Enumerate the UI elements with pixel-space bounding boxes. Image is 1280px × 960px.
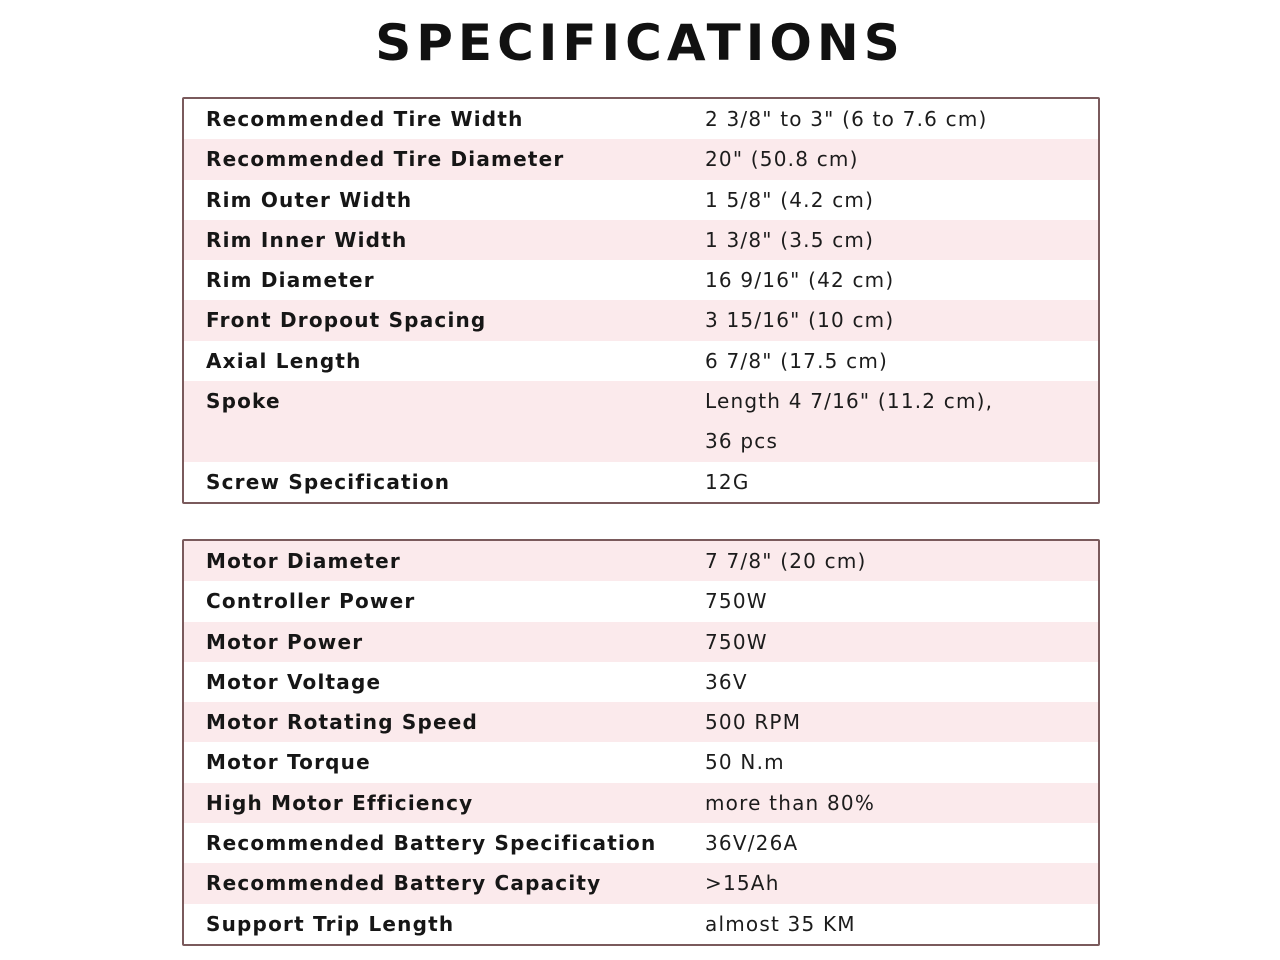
spec-label: Spoke [206, 389, 281, 414]
spec-value [705, 260, 1098, 300]
spec-value-line: almost 35 KM [705, 911, 856, 936]
spec-value [705, 823, 1098, 863]
spec-value-line: 16 9/16" (42 cm) [705, 268, 895, 293]
spec-row [184, 863, 1098, 903]
spec-label: Rim Outer Width [206, 187, 413, 212]
spec-row [184, 180, 1098, 220]
spec-value-line: 36 pcs [705, 429, 779, 454]
spec-label: Recommended Battery Specification [206, 831, 657, 856]
spec-value-line: 12G [705, 469, 750, 494]
spec-row [184, 462, 1098, 502]
spec-row [184, 823, 1098, 863]
spec-label: Screw Specification [206, 469, 451, 494]
spec-row [184, 341, 1098, 381]
spec-value-line: more than 80% [705, 790, 876, 815]
motor-specs-table [182, 539, 1100, 946]
spec-label: Support Trip Length [206, 911, 455, 936]
spec-value [705, 180, 1098, 220]
spec-value [705, 742, 1098, 782]
spec-row [184, 260, 1098, 300]
spec-value-line: 500 RPM [705, 710, 802, 735]
spec-row [184, 300, 1098, 340]
spec-label: Motor Diameter [206, 549, 401, 573]
spec-label: Recommended Tire Width [206, 107, 524, 131]
spec-label: Rim Diameter [206, 268, 375, 293]
spec-value [705, 139, 1098, 179]
spec-value-line: 36V/26A [705, 831, 799, 856]
spec-label: Recommended Battery Capacity [206, 871, 602, 896]
spec-value [705, 863, 1098, 903]
spec-value [705, 381, 1098, 462]
spec-row [184, 702, 1098, 742]
spec-row [184, 139, 1098, 179]
spec-value [705, 462, 1098, 502]
spec-label: Recommended Tire Diameter [206, 147, 565, 172]
spec-value [705, 702, 1098, 742]
spec-label: Motor Power [206, 629, 364, 654]
spec-value-line: 50 N.m [705, 750, 785, 775]
spec-row [184, 904, 1098, 944]
spec-value-line: 750W [705, 589, 768, 614]
spec-row [184, 99, 1098, 139]
spec-label: Front Dropout Spacing [206, 308, 487, 333]
spec-value-line: 7 7/8" (20 cm) [705, 549, 867, 573]
spec-label: Controller Power [206, 589, 416, 614]
spec-value-line: 750W [705, 629, 768, 654]
spec-label: Rim Inner Width [206, 227, 408, 252]
spec-label: Motor Rotating Speed [206, 710, 479, 735]
spec-value [705, 904, 1098, 944]
spec-value [705, 341, 1098, 381]
spec-label: High Motor Efficiency [206, 790, 474, 815]
spec-value-line: 36V [705, 669, 748, 694]
spec-value [705, 622, 1098, 662]
spec-row [184, 220, 1098, 260]
wheel-specs-table [182, 97, 1100, 504]
spec-value-line: Length 4 7/16" (11.2 cm), [705, 389, 994, 414]
spec-value [705, 220, 1098, 260]
spec-row [184, 581, 1098, 621]
spec-row [184, 622, 1098, 662]
spec-row [184, 381, 1098, 462]
spec-value-line: 3 15/16" (10 cm) [705, 308, 895, 333]
spec-row [184, 662, 1098, 702]
spec-value-line: >15Ah [705, 871, 780, 896]
spec-row [184, 742, 1098, 782]
spec-label: Motor Torque [206, 750, 371, 775]
spec-value-line: 1 5/8" (4.2 cm) [705, 187, 875, 212]
spec-value [705, 300, 1098, 340]
spec-value-line: 20" (50.8 cm) [705, 147, 859, 172]
spec-row [184, 541, 1098, 581]
spec-value [705, 581, 1098, 621]
spec-label: Axial Length [206, 348, 362, 373]
spec-row [184, 783, 1098, 823]
spec-value [705, 99, 1098, 139]
spec-value [705, 662, 1098, 702]
spec-value [705, 541, 1098, 581]
page-title: SPECIFICATIONS [375, 14, 905, 72]
spec-label: Motor Voltage [206, 669, 382, 694]
spec-value-line: 1 3/8" (3.5 cm) [705, 227, 875, 252]
spec-value-line: 2 3/8" to 3" (6 to 7.6 cm) [705, 107, 988, 131]
spec-value-line: 6 7/8" (17.5 cm) [705, 348, 888, 373]
spec-value [705, 783, 1098, 823]
